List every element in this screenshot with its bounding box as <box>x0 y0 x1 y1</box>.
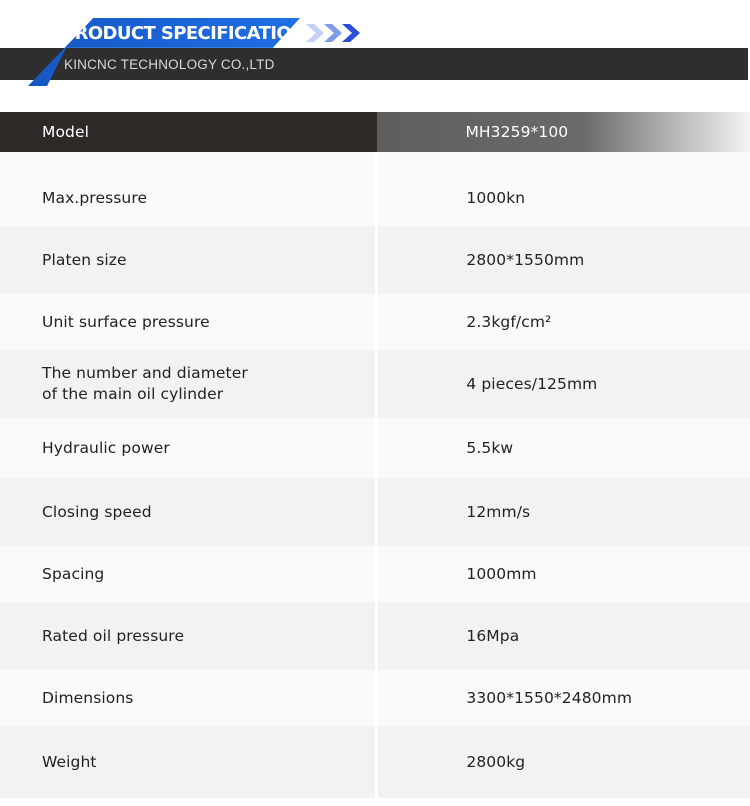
row-value: 1000mm <box>378 546 750 602</box>
table-header-row <box>0 112 750 152</box>
row-label: Platen size <box>0 226 375 294</box>
row-label: Dimensions <box>0 670 375 726</box>
row-value: 4 pieces/125mm <box>378 350 750 418</box>
row-label: Hydraulic power <box>0 418 375 478</box>
spec-table <box>0 112 750 798</box>
row-value: 2800*1550mm <box>378 226 750 294</box>
row-value: 2800kg <box>378 726 750 798</box>
table-row <box>0 546 750 602</box>
row-value: 5.5kw <box>378 418 750 478</box>
header-value: MH3259*100 <box>377 112 750 152</box>
row-label-line-2: of the main oil cylinder <box>42 385 224 403</box>
row-value: 12mm/s <box>378 478 750 546</box>
row-value: 3300*1550*2480mm <box>378 670 750 726</box>
table-row <box>0 226 750 294</box>
row-value: 16Mpa <box>378 602 750 670</box>
spec-banner <box>0 0 750 100</box>
row-value: 1000kn <box>378 152 750 226</box>
company-name: KINCNC TECHNOLOGY CO.,LTD <box>64 57 275 72</box>
table-row <box>0 602 750 670</box>
row-label <box>0 350 375 418</box>
table-row <box>0 350 750 418</box>
table-row <box>0 726 750 798</box>
page-title: PRODUCT SPECIFICATION <box>62 23 306 44</box>
row-label: Closing speed <box>0 478 375 546</box>
row-label: Max.pressure <box>0 152 375 226</box>
table-row <box>0 418 750 478</box>
row-value: 2.3kgf/cm² <box>378 294 750 350</box>
row-label: Unit surface pressure <box>0 294 375 350</box>
row-label: Spacing <box>0 546 375 602</box>
header-label: Model <box>0 112 376 152</box>
row-label-line-1: The number and diameter <box>42 364 248 382</box>
row-label: Rated oil pressure <box>0 602 375 670</box>
table-row <box>0 294 750 350</box>
table-row <box>0 152 750 226</box>
table-row <box>0 478 750 546</box>
row-label: Weight <box>0 726 375 798</box>
chevrons-right-icon <box>306 22 366 44</box>
table-row <box>0 670 750 726</box>
